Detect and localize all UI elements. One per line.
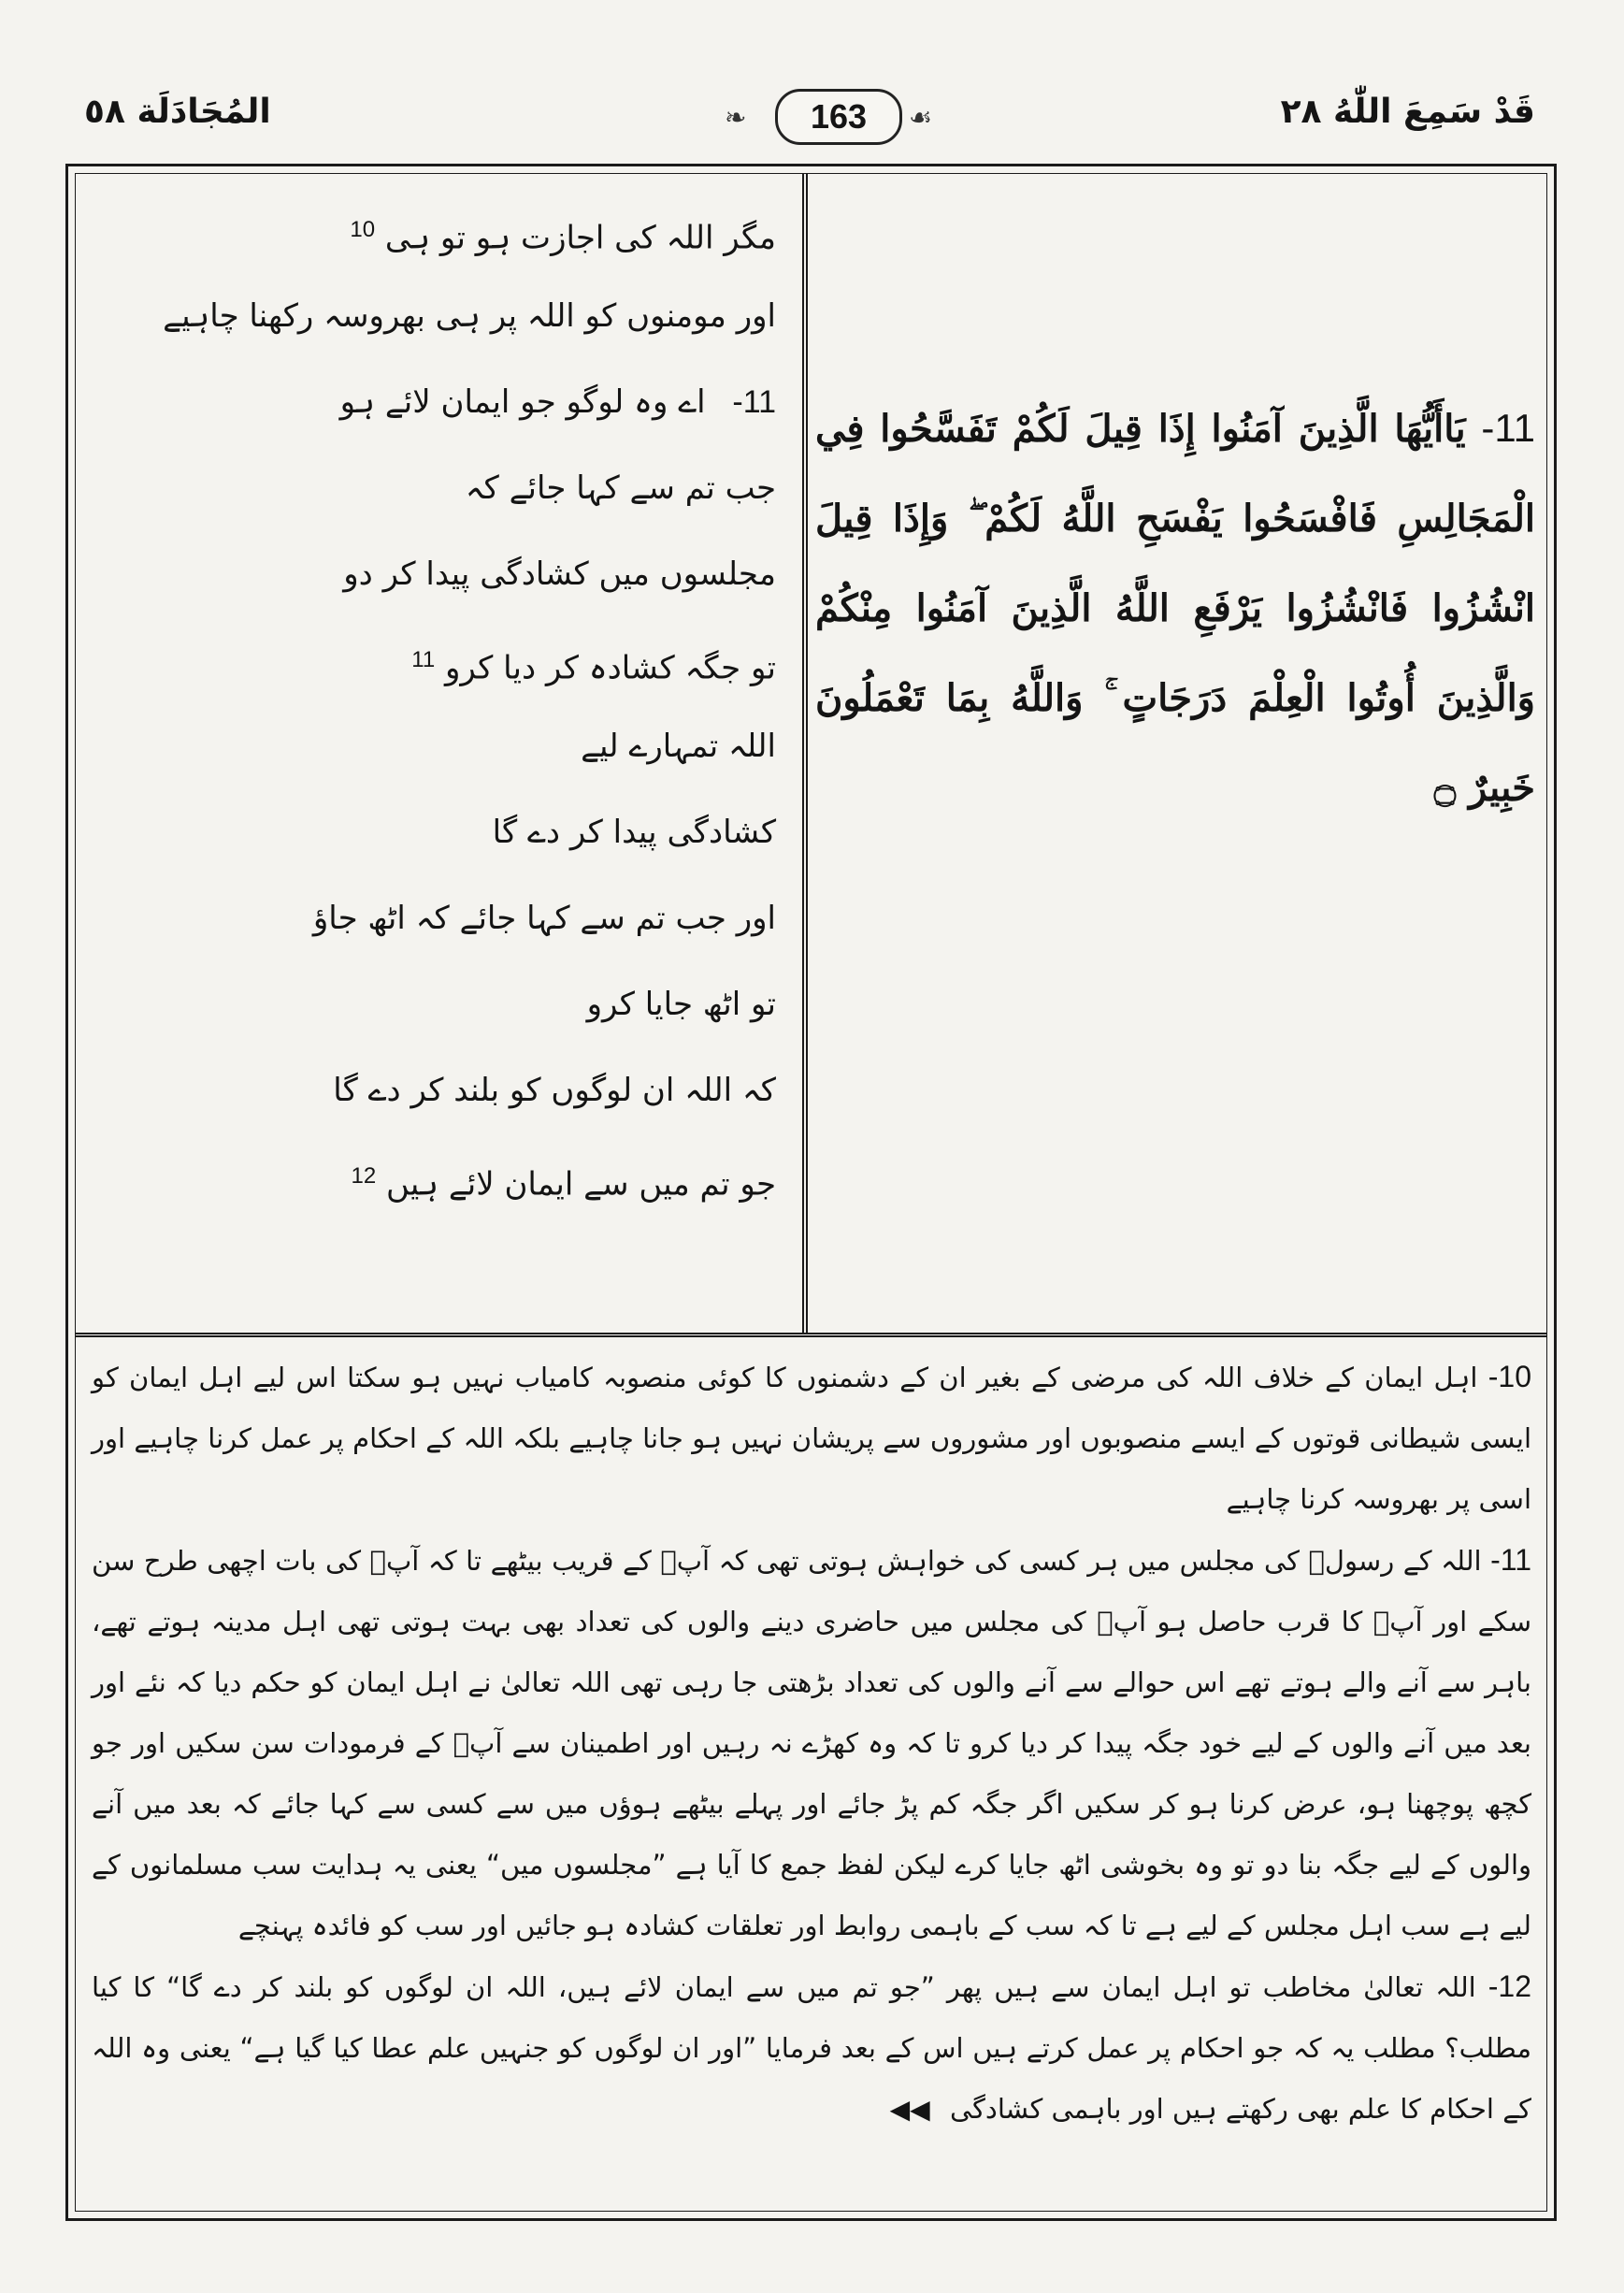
- flourish-left-icon: ❧: [725, 102, 747, 133]
- footnote-ref: 11: [411, 647, 436, 672]
- page-header: [37, 89, 1587, 164]
- footnote-ref: 12: [351, 1163, 377, 1189]
- translation-line: جب تم سے کہا جائے کہ: [465, 469, 776, 507]
- arabic-verse: [815, 383, 1535, 833]
- translation-line: جو تم میں سے ایمان لائے ہیں $^{12}$: [351, 1163, 776, 1204]
- commentary-section: [92, 1347, 1531, 2140]
- column-divider: [802, 173, 808, 1333]
- translation-line: اللہ تمہارے لیے: [581, 728, 776, 765]
- section-divider: [75, 1333, 1547, 1337]
- translation-line: تو جگہ کشادہ کر دیا کرو $^{11}$: [411, 647, 776, 687]
- translation-line: کشادگی پیدا کر دے گا: [492, 814, 776, 851]
- page-number: 163: [775, 89, 902, 145]
- translation-column: [140, 187, 776, 1219]
- verse-number: 11-: [1481, 406, 1536, 450]
- translation-line: مجلسوں میں کشادگی پیدا کر دو: [343, 555, 776, 593]
- translation-line: اور مومنوں کو اللہ پر ہی بھروسہ رکھنا چاہیے: [163, 297, 776, 335]
- juz-name: قَدْ سَمِعَ اللّٰهُ ٢٨: [1280, 93, 1535, 131]
- translation-verse-number: 11-: [732, 384, 776, 420]
- surah-name: المُجَادَلَة ٥٨: [84, 93, 271, 131]
- verse-text: يَاأَيُّهَا الَّذِينَ آمَنُوا إِذَا قِيلَ لَكُمْ تَفَسَّحُوا فِي الْمَجَالِسِ فَافْسَحُوا يَفْسَحِ اللَّهُ لَكُمْ ۖ وَإِذَا قِيلَ انْشُزُوا فَانْشُزُوا يَرْفَعِ اللَّهُ الَّذِينَ آمَنُوا مِنْكُمْ وَالَّذِينَ أُوتُوا الْعِلْمَ دَرَجَاتٍ ۚ وَاللَّهُ بِمَا تَعْمَلُونَ خَبِيرٌ ۝: [815, 407, 1535, 810]
- translation-line: اور جب تم سے کہا جائے کہ اٹھ جاؤ: [312, 900, 776, 937]
- flourish-right-icon: ☙: [909, 102, 933, 133]
- footnote-11: 11- اللہ کے رسولؐ کی مجلس میں ہر کسی کی خواہش ہوتی تھی کہ آپؐ کے قریب بیٹھے تا کہ آپؐ کی بات اچھی طرح سن سکے اور آپؐ کا قرب حاصل ہو آپؐ کی مجلس میں حاضری دینے والوں کی تعداد بھی بہت ہوتی تھی اہل مدینہ ہوتے تھے، باہر سے آنے والے ہوتے تھے اس حوالے سے آنے والوں کی تعداد بڑھتی جا رہی تھی اللہ تعالیٰ نے اہل ایمان کو حکم دیا کہ نئے اور بعد میں آنے والوں کے لیے خود جگہ پیدا کر دیا کرو تا کہ وہ کھڑے نہ رہیں اور اطمینان سے آپؐ کے فرمودات سن سکیں اور جو کچھ پوچھنا ہو، عرض کرنا ہو کر سکیں اگر جگہ کم پڑ جائے اور پہلے بیٹھے ہوؤں میں سے کسی سے کہا جائے کہ بعد میں آنے والوں کے لیے جگہ بنا دو تو وہ بخوشی اٹھ جایا کرے لیکن لفظ جمع کا آیا ہے ”مجلسوں میں“ یعنی یہ ہدایت سب مسلمانوں کے لیے ہے سب اہل مجلس کے لیے ہے تا کہ سب کے باہمی روابط اور تعلقات کشادہ ہو جائیں اور سب کو فائدہ پہنچے: [92, 1543, 1532, 1941]
- footnote-ref: 10: [350, 217, 376, 242]
- footnote-12: 12- اللہ تعالیٰ مخاطب تو اہل ایمان سے ہیں پھر ”جو تم میں سے ایمان لائے ہیں، اللہ ان لوگوں کو بلند کر دے گا“ کا کیا مطلب؟ مطلب یہ کہ جو احکام پر عمل کرتے ہیں اس کے بعد فرمایا ”اور ان لوگوں کو جنہیں علم عطا کیا گیا ہے“ یعنی وہ اللہ کے احکام کا علم بھی رکھتے ہیں اور باہمی کشادگی ◀◀: [92, 1969, 1531, 2125]
- translation-line: 11- اے وہ لوگو جو ایمان لائے ہو: [339, 383, 776, 421]
- translation-line: کہ اللہ ان لوگوں کو بلند کر دے گا: [333, 1072, 776, 1109]
- continue-arrows-icon: ◀◀: [889, 2094, 930, 2125]
- footnote-10: 10- اہل ایمان کے خلاف اللہ کی مرضی کے بغیر ان کے دشمنوں کا کوئی منصوبہ کامیاب نہیں ہو سکتا اس لیے اہل ایمان کو ایسی شیطانی قوتوں کے ایسے منصوبوں اور مشوروں سے پریشان نہیں ہو جانا چاہیے بلکہ اللہ کے احکام پر عمل کرنا چاہیے اور اسی پر بھروسہ کرنا چاہیے: [92, 1360, 1532, 1515]
- translation-line: تو اٹھ جایا کرو: [586, 986, 776, 1023]
- translation-line: مگر اللہ کی اجازت ہو تو ہی $^{10}$: [350, 217, 776, 257]
